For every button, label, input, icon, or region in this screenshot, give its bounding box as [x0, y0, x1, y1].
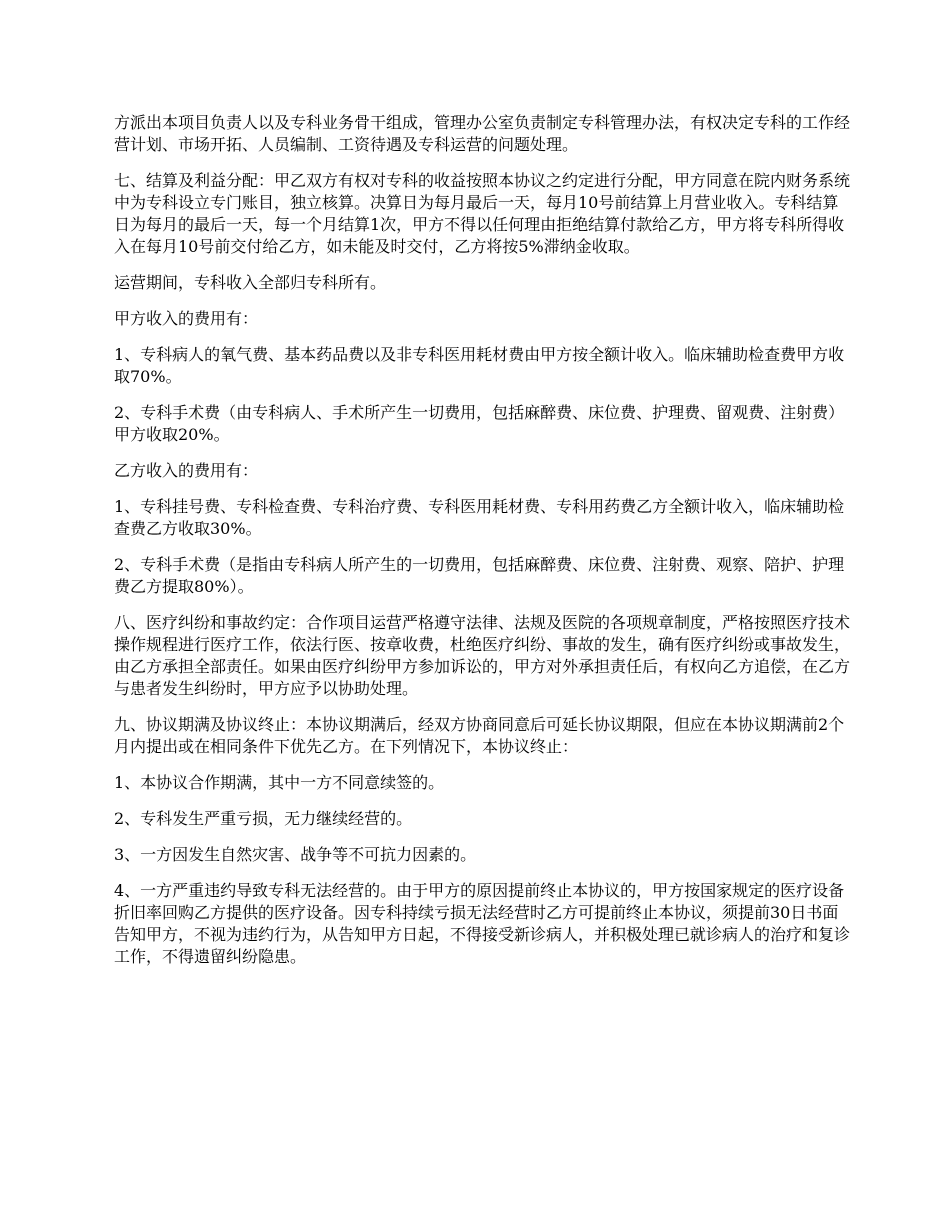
paragraph-management-office: 方派出本项目负责人以及专科业务骨干组成，管理办公室负责制定专科管理办法，有权决定专科的工作经营计划、市场开拓、人员编制、工资待遇及专科运营的问题处理。: [114, 113, 851, 154]
paragraph-party-b-item-2: 2、专科手术费（是指由专科病人所产生的一切费用，包括麻醉费、床位费、注射费、观察、陪护、护理费乙方提取80%）。: [114, 555, 845, 596]
paragraph-party-a-heading: 甲方收入的费用有：: [114, 309, 259, 328]
paragraph-settlement: 七、结算及利益分配：甲乙双方有权对专科的收益按照本协议之约定进行分配，甲方同意在院内财务系统中为专科设立专门账目，独立核算。决算日为每月最后一天，每月10号前结算上月营业收入。专科结算日为每月的最后一天，每一个月结算1次，甲方不得以任何理由拒绝结算付款给乙方，甲方将专科所得收入在每月10号前交付给乙方，如未能及时交付，乙方将按5%滞纳金收取。: [114, 171, 851, 256]
paragraph-party-b-item-1: 1、专科挂号费、专科检查费、专科治疗费、专科医用耗材费、专科用药费乙方全额计收入，临床辅助检查费乙方收取30%。: [114, 497, 845, 538]
paragraph-party-a-item-1: 1、专科病人的氧气费、基本药品费以及非专科医用耗材费由甲方按全额计收入。临床辅助检查费甲方收取70%。: [114, 345, 845, 386]
paragraph-agreement-termination: 九、协议期满及协议终止：本协议期满后，经双方协商同意后可延长协议期限，但应在本协议期满前2个月内提出或在相同条件下优先乙方。在下列情况下，本协议终止：: [114, 715, 845, 756]
paragraph-party-b-heading: 乙方收入的费用有：: [114, 461, 259, 480]
paragraph-termination-item-3: 3、一方因发生自然灾害、战争等不可抗力因素的。: [114, 845, 477, 864]
paragraph-termination-item-2: 2、专科发生严重亏损，无力继续经营的。: [114, 809, 413, 828]
paragraph-party-a-item-2: 2、专科手术费（由专科病人、手术所产生一切费用，包括麻醉费、床位费、护理费、留观费、注射费）甲方收取20%。: [114, 403, 845, 444]
paragraph-termination-item-1: 1、本协议合作期满，其中一方不同意续签的。: [114, 773, 445, 792]
document-page: [114, 112, 854, 982]
paragraph-medical-disputes: 八、医疗纠纷和事故约定：合作项目运营严格遵守法律、法规及医院的各项规章制度，严格按照医疗技术操作规程进行医疗工作，依法行医、按章收费，杜绝医疗纠纷、事故的发生，确有医疗纠纷或事故发生，由乙方承担全部责任。如果由医疗纠纷甲方参加诉讼的，甲方对外承担责任后，有权向乙方追偿，在乙方与患者发生纠纷时，甲方应予以协助处理。: [114, 613, 851, 698]
paragraph-termination-item-4: 4、一方严重违约导致专科无法经营的。由于甲方的原因提前终止本协议的，甲方按国家规定的医疗设备折旧率回购乙方提供的医疗设备。因专科持续亏损无法经营时乙方可提前终止本协议，须提前30日书面告知甲方，不视为违约行为，从告知甲方日起，不得接受新诊病人，并积极处理已就诊病人的治疗和复诊工作，不得遗留纠纷隐患。: [114, 881, 851, 966]
paragraph-operation-income: 运营期间，专科收入全部归专科所有。: [114, 273, 387, 292]
